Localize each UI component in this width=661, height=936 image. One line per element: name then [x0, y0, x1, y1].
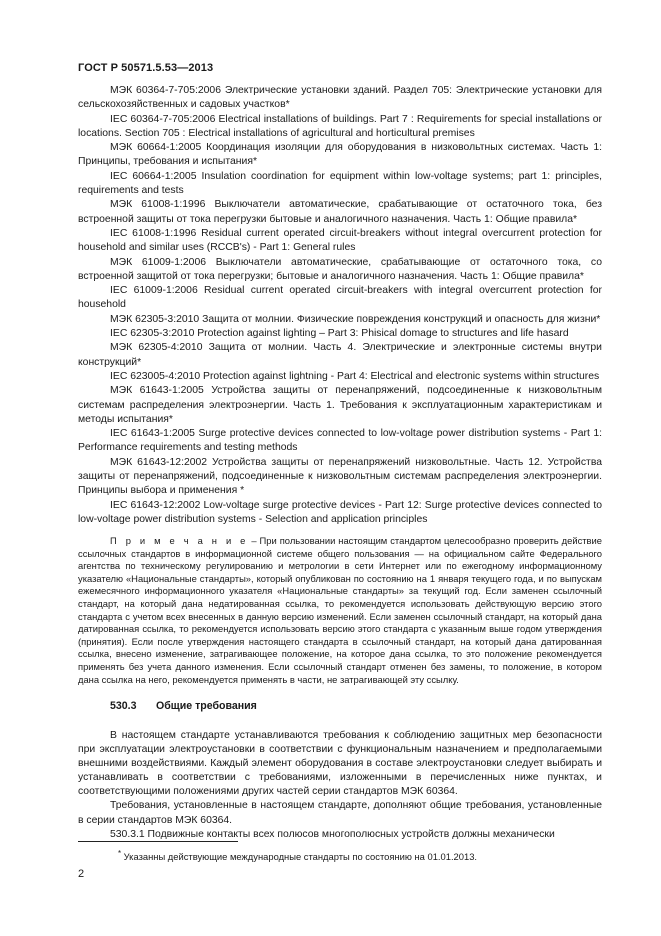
reference-item: IEC 61008-1:1996 Residual current operated circuit-breakers without integral overcurrent protection for household and similar uses (RCCB's) - Part 1: General rules — [78, 227, 602, 254]
note-text: – При пользовании настоящим стандартом целесообразно проверить действие ссылочных стандартов в информационной системе общего пользования — на официальном сайте Федерального агентства по техническому регулированию и метрологии в сети Интернет или по ежегодному информационному указателю «Национальные стандарты», который опубликован по состоянию на 1 января текущего года, и по выпускам ежемесячного информационного указателя «Национальные стандарты» за текущий год. Если заменен ссылочный стандарт, на который дана недатированная ссылка, то рекомендуется использовать действующую версию этого стандарта с учетом всех внесенных в данную версию изменений. Если заменен ссылочный стандарт, на который дана датированная ссылка, то рекомендуется использовать версию этого стандарта с указанным выше годом утверждения (принятия). Если после утверждения настоящего стандарта в ссылочный стандарт, на который дана датированная ссылка, внесено изменение, затрагивающее положение, на которое дана ссылка, то это положение рекомендуется применять без учета данного изменения. Если ссылочный стандарт отменен без замены, то положение, в котором дана ссылка на него, рекомендуется применять в части, не затрагивающей эту ссылку. — [78, 535, 602, 685]
reference-item: МЭК 62305-4:2010 Защита от молнии. Часть 4. Электрические и электронные системы внутри конструкций* — [78, 342, 602, 368]
section-body — [78, 729, 602, 842]
body-paragraph: В настоящем стандарте устанавливаются требования к соблюдению защитных мер безопасности при эксплуатации электроустановки в соответствии с функциональным назначением и предполагаемыми внешними воздействиями. Каждый элемент оборудования в составе электроустановки следует выбирать и устанавливать в соответствии с требованиями, изложенными в перечисленных ниже пунктах, и соответствующими положениями других частей серии стандартов МЭК 60364. — [78, 730, 602, 798]
page-number: 2 — [78, 868, 85, 880]
reference-item: МЭК 61643-1:2005 Устройства защиты от перенапряжений, подсоединенные к низковольтным системам распределения электроэнергии. Часть 1. Требования к эксплуатационным характеристикам и методы испытания* — [78, 385, 602, 425]
reference-item: IEC 62305-3:2010 Protection against lighting – Part 3: Phisical domage to structures and life hasard — [110, 328, 569, 340]
reference-item: IEC 60664-1:2005 Insulation coordination for equipment within low-voltage systems; part 1: principles, requirements and tests — [78, 170, 602, 197]
body-paragraph: Требования, установленные в настоящем стандарте, дополняют общие требования, установленные в серии стандартов МЭК 60364. — [78, 800, 602, 826]
reference-item: IEC 61009-1:2006 Residual current operated circuit-breakers with integral overcurrent protection for household — [78, 285, 602, 311]
section-title: Общие требования — [156, 700, 257, 712]
footnote — [118, 849, 477, 862]
reference-item: МЭК 60664-1:2005 Координация изоляции для оборудования в низковольтных системах. Часть 1: Принципы, требования и испытания* — [78, 142, 602, 168]
section-number: 530.3 — [110, 700, 137, 712]
reference-item: МЭК 60364-7-705:2006 Электрические установки зданий. Раздел 705: Электрические установки для сельскохозяйственных и садовых участков* — [78, 85, 602, 111]
section-heading — [110, 700, 257, 712]
reference-item: МЭК 62305-3:2010 Защита от молнии. Физические повреждения конструкций и опасность для жизни* — [110, 313, 601, 325]
standard-code-header: ГОСТ Р 50571.5.53—2013 — [78, 62, 214, 74]
footnote-marker: * — [118, 849, 122, 858]
reference-item: IEC 61643-12:2002 Low-voltage surge protective devices - Part 12: Surge protective devices connected to low-voltage power distribution systems - Selection and application principles — [78, 499, 602, 525]
reference-item: IEC 61643-1:2005 Surge protective devices connected to low-voltage power distribution systems - Part 1: Performance requirements and testing methods — [78, 428, 602, 454]
reference-item: МЭК 61643-12:2002 Устройства защиты от перенапряжений низковольтные. Часть 12. Устройства защиты от перенапряжений, подсоединенные к низковольтным системам распределения электроэнергии. Принципы выбора и применения * — [78, 456, 602, 497]
note-label: П р и м е ч а н и е — [110, 535, 249, 546]
reference-item: IEC 60364-7-705:2006 Electrical installations of buildings. Part 7 : Requirements for special installations or locations. Section 705 : Electrical installations of agricultural and horticultural premises — [78, 113, 602, 139]
reference-item: IEC 623005-4:2010 Protection against lightning - Part 4: Electrical and electronic systems within structures — [110, 370, 600, 382]
footnote-text: Указанны действующие международные стандарты по состоянию на 01.01.2013. — [121, 851, 478, 863]
normative-references-list — [78, 84, 602, 527]
reference-item: МЭК 61009-1:2006 Выключатели автоматические, срабатывающие от остаточного тока, со встроенной защитой от тока перегрузки; бытовые и аналогичного назначения. Часть 1: Общие правила* — [78, 256, 602, 282]
body-paragraph: 530.3.1 Подвижные контакты всех полюсов многополюсных устройств должны механически — [110, 828, 555, 840]
note-block — [78, 535, 602, 686]
footnote-divider — [78, 841, 238, 842]
reference-item: МЭК 61008-1:1996 Выключатели автоматические, срабатывающие от остаточного тока, без встроенной защиты от тока перегрузки бытовые и аналогичного назначения. Часть 1: Общие правила* — [78, 199, 602, 225]
